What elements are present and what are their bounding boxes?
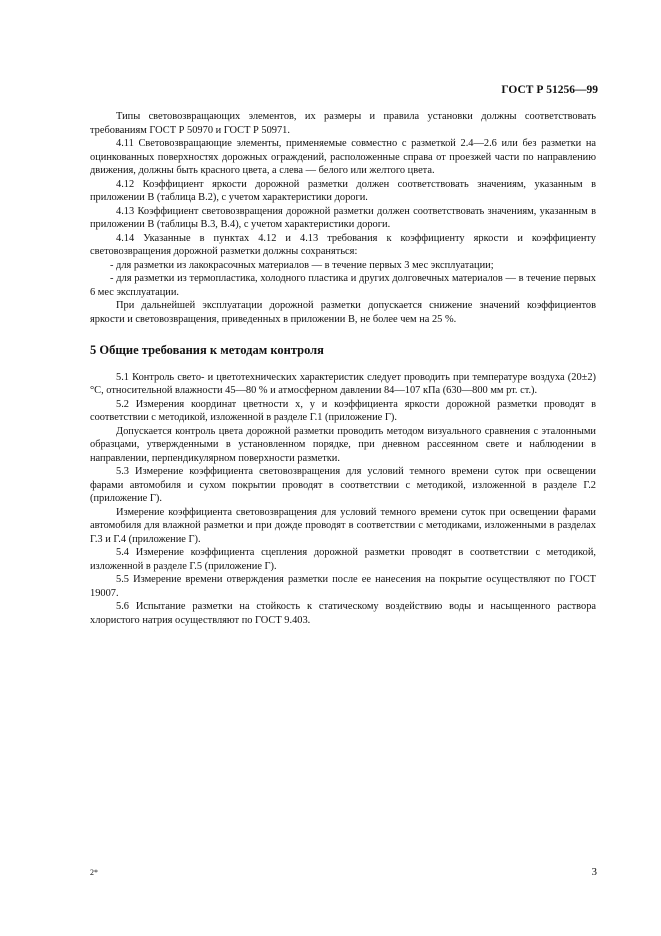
section-title: 5 Общие требования к методам контроля	[90, 343, 324, 357]
page-body	[90, 110, 596, 627]
paragraph-5-5: 5.5 Измерение времени отверждения разметки после ее нанесения на покрытие осуществляют по ГОСТ 19007.	[90, 574, 596, 599]
page-number: 3	[591, 866, 597, 878]
paragraph-5-2: 5.2 Измерения координат цветности x, y и коэффициента яркости дорожной разметки проводят в соответствии с методикой, изложенной в разделе Г.1 (приложение Г).	[90, 398, 596, 423]
paragraph-4-13: 4.13 Коэффициент световозвращения дорожной разметки должен соответствовать значениям, указанным в приложении В (таблицы В.3, В.4), с учетом характеристики дороги.	[90, 205, 596, 230]
signature-mark: 2*	[90, 868, 98, 877]
paragraph-5-4: 5.4 Измерение коэффициента сцепления дорожной разметки проводят в соответствии с методикой, изложенной в разделе Г.5 (приложение Г).	[90, 547, 596, 572]
list-item-paint: - для разметки из лакокрасочных материалов — в течение первых 3 мес эксплуатации;	[110, 259, 494, 271]
paragraph-color-control: Допускается контроль цвета дорожной разметки проводить методом визуального сравнения с эталонными образцами, утвержденными в установленном порядке, при дневном рассеянном свете и наблюдении в направлении, перпендикулярном поверхности разметки.	[90, 425, 596, 464]
paragraph-5-3: 5.3 Измерение коэффициента световозвращения для условий темного времени суток при освещении фарами автомобиля и сухом покрытии проводят в соответствии с методикой, изложенной в разделе Г.2 (приложение Г).	[90, 466, 596, 504]
paragraph-5-6: 5.6 Испытание разметки на стойкость к статическому воздействию воды и насыщенного раствора хлористого натрия осуществляют по ГОСТ 9.403.	[90, 601, 596, 626]
paragraph-4-14: 4.14 Указанные в пунктах 4.12 и 4.13 требования к коэффициенту яркости и коэффициенту световозвращения дорожной разметки должны сохраняться:	[90, 232, 596, 257]
paragraph-4-12: 4.12 Коэффициент яркости дорожной разметки должен соответствовать значениям, указанным в приложении В (таблица В.2), с учетом характеристики дороги.	[90, 178, 596, 203]
paragraph-types: Типы световозвращающих элементов, их размеры и правила установки должны соответствовать требованиям ГОСТ Р 50970 и ГОСТ Р 50971.	[90, 111, 596, 136]
standard-header: ГОСТ Р 51256—99	[501, 84, 598, 96]
paragraph-5-1: 5.1 Контроль свето- и цветотехнических характеристик следует проводить при температуре воздуха (20±2) °С, относительной влажности 45—80 % и атмосферном давлении 84—107 кПа (630—800 мм рт. ст.).	[90, 371, 596, 396]
paragraph-further-operation: При дальнейшей эксплуатации дорожной разметки допускается снижение значений коэффициентов яркости и световозвращения, приведенных в приложении В, не более чем на 25 %.	[90, 300, 596, 325]
paragraph-4-11: 4.11 Световозвращающие элементы, применяемые совместно с разметкой 2.4—2.6 или без разметки на оцинкованных поверхностях дорожных ограждений, расположенные справа от проезжей части по направлению движения, должны быть красного цвета, а слева — белого или желтого цвета.	[90, 138, 596, 176]
paragraph-retroreflection-wet: Измерение коэффициента световозвращения для условий темного времени суток при освещении фарами автомобиля для влажной разметки и при дожде проводят в соответствии с методиками, изложенными в разделах Г.3 и Г.4 (приложение Г).	[90, 506, 596, 545]
list-item-thermoplastic: - для разметки из термопластика, холодного пластика и других долговечных материалов — в течение первых 6 мес эксплуатации.	[90, 273, 596, 298]
